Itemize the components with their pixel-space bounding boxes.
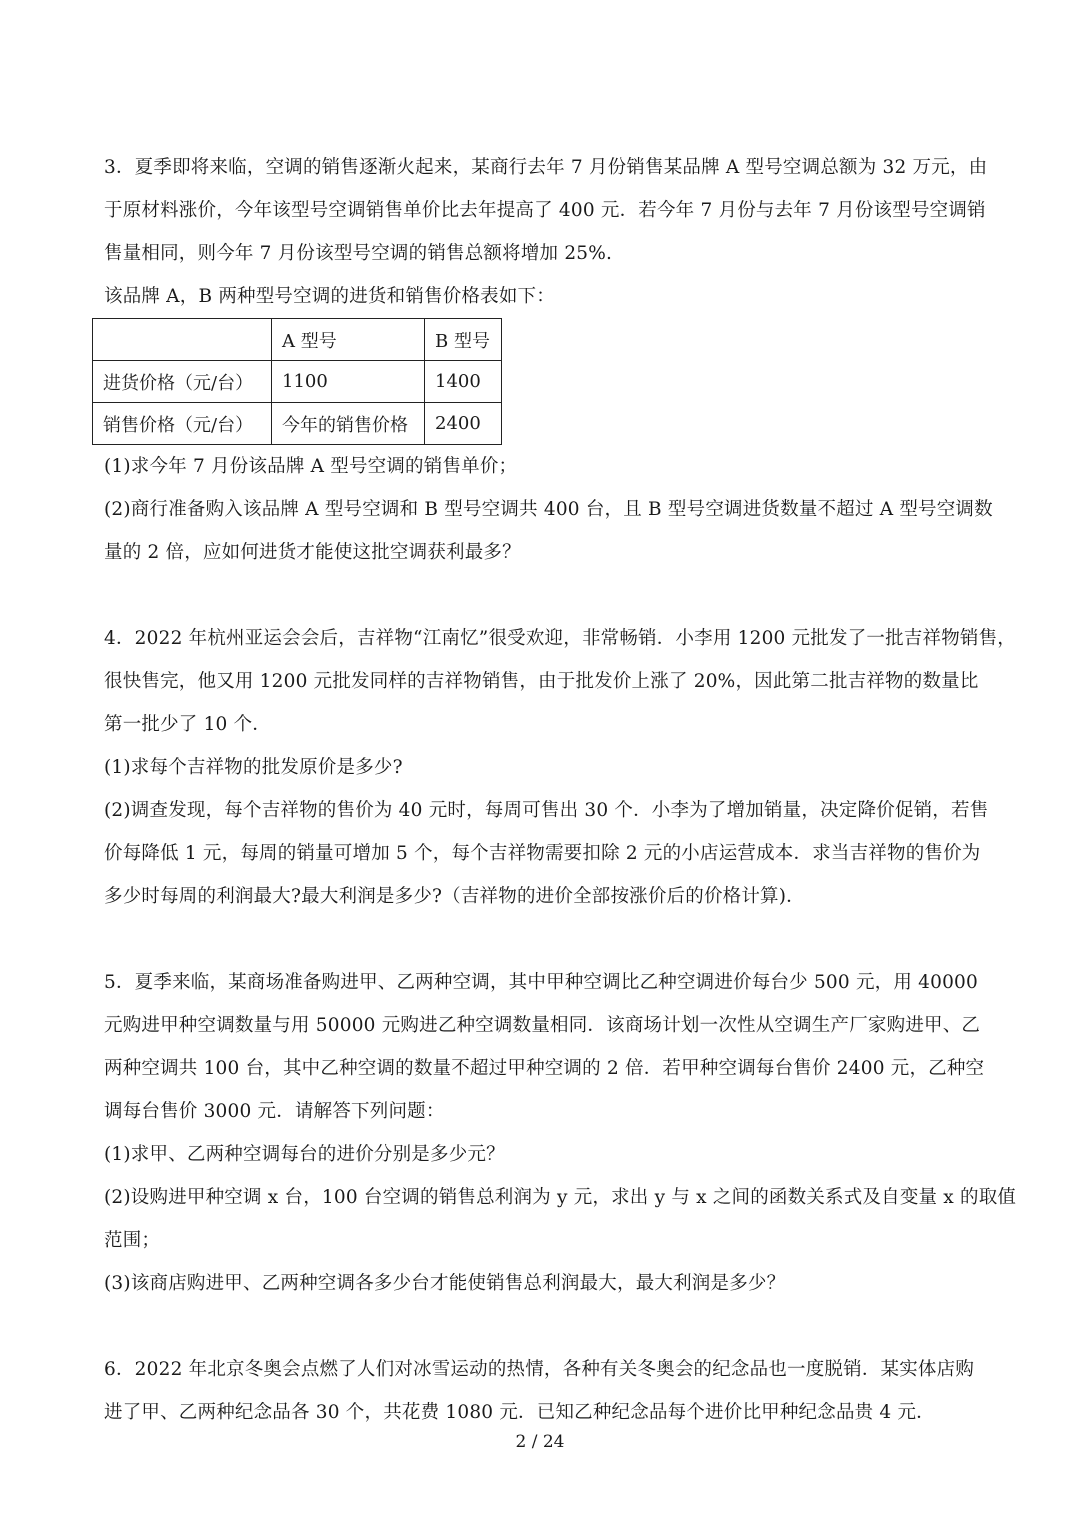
question-5 bbox=[104, 961, 1017, 1305]
question-3 bbox=[103, 146, 993, 574]
question-text-line: 很快售完，他又用 1200 元批发同样的吉祥物销售，由于批发价上涨了 20%，因此第二批吉祥物的数量比 bbox=[104, 671, 979, 692]
spacer bbox=[104, 574, 984, 617]
question-text-line: 5．夏季来临，某商场准备购进甲、乙两种空调，其中甲种空调比乙种空调进价每台少 500 元，用 40000 bbox=[104, 972, 978, 993]
question-6 bbox=[104, 1348, 984, 1434]
table-row bbox=[93, 403, 502, 445]
question-part-line: (2)调查发现，每个吉祥物的售价为 40 元时，每周可售出 30 个．小李为了增加销量，决定降价促销，若售 bbox=[104, 800, 989, 821]
document-page bbox=[103, 146, 1017, 1434]
page-number: 2 / 24 bbox=[515, 1432, 565, 1452]
question-4 bbox=[104, 617, 1016, 918]
question-text-line: 第一批少了 10 个． bbox=[104, 714, 272, 735]
table-header-cell: A 型号 bbox=[272, 319, 425, 361]
question-text-line: 6．2022 年北京冬奥会点燃了人们对冰雪运动的热情，各种有关冬奥会的纪念品也一度脱销．某实体店购 bbox=[104, 1359, 975, 1380]
question-text-line: 进了甲、乙两种纪念品各 30 个，共花费 1080 元．已知乙种纪念品每个进价比甲种纪念品贵 4 元． bbox=[104, 1402, 935, 1423]
question-text-line: 3．夏季即将来临，空调的销售逐渐火起来，某商行去年 7 月份销售某品牌 A 型号空调总额为 32 万元，由 bbox=[104, 157, 988, 178]
table-cell: 今年的销售价格 bbox=[272, 403, 425, 445]
question-text-line: 于原材料涨价，今年该型号空调销售单价比去年提高了 400 元．若今年 7 月份与去年 7 月份该型号空调销 bbox=[104, 200, 986, 221]
question-text-line: 调每台售价 3000 元．请解答下列问题： bbox=[104, 1101, 445, 1122]
question-part-line: 量的 2 倍，应如何进货才能使这批空调获利最多？ bbox=[104, 542, 521, 563]
table-cell: 1400 bbox=[425, 361, 502, 403]
question-part-line: (1)求甲、乙两种空调每台的进价分别是多少元？ bbox=[104, 1144, 505, 1165]
table-cell: 进货价格（元/台） bbox=[93, 361, 272, 403]
question-text-line: 两种空调共 100 台，其中乙种空调的数量不超过甲种空调的 2 倍．若甲种空调每台售价 2400 元，乙种空 bbox=[104, 1058, 985, 1079]
question-part-line: (1)求今年 7 月份该品牌 A 型号空调的销售单价； bbox=[104, 456, 518, 477]
question-part-line: 范围； bbox=[104, 1230, 161, 1251]
price-table bbox=[92, 318, 502, 445]
table-cell bbox=[93, 319, 272, 361]
question-part-line: (3)该商店购进甲、乙两种空调各多少台才能使销售总利润最大，最大利润是多少？ bbox=[104, 1273, 786, 1294]
question-part-line: (1)求每个吉祥物的批发原价是多少? bbox=[104, 757, 403, 778]
question-text-line: 元购进甲种空调数量与用 50000 元购进乙种空调数量相同．该商场计划一次性从空调生产厂家购进甲、乙 bbox=[104, 1015, 981, 1036]
table-cell: 2400 bbox=[425, 403, 502, 445]
question-part-line: 价每降低 1 元，每周的销量可增加 5 个，每个吉祥物需要扣除 2 元的小店运营成本．求当吉祥物的售价为 bbox=[104, 843, 981, 864]
table-header-cell: B 型号 bbox=[425, 319, 502, 361]
question-part-line: (2)设购进甲种空调 x 台，100 台空调的销售总利润为 y 元，求出 y 与 x 之间的函数关系式及自变量 x 的取值 bbox=[104, 1187, 1017, 1208]
table-row bbox=[93, 361, 502, 403]
spacer bbox=[104, 918, 984, 961]
question-part-line: (2)商行准备购入该品牌 A 型号空调和 B 型号空调共 400 台，且 B 型号空调进货数量不超过 A 型号空调数 bbox=[104, 499, 993, 520]
question-text-line: 4．2022 年杭州亚运会会后，吉祥物“江南忆”很受欢迎，非常畅销．小李用 1200 元批发了一批吉祥物销售， bbox=[104, 628, 1016, 649]
table-cell: 销售价格（元/台） bbox=[93, 403, 272, 445]
question-text-line: 售量相同，则今年 7 月份该型号空调的销售总额将增加 25%. bbox=[104, 243, 613, 264]
question-part-line: 多少时每周的利润最大?最大利润是多少?（吉祥物的进价全部按涨价后的价格计算)． bbox=[104, 886, 805, 907]
table-header-row bbox=[93, 319, 502, 361]
question-text-line: 该品牌 A，B 两种型号空调的进货和销售价格表如下： bbox=[104, 286, 555, 307]
spacer bbox=[104, 1305, 984, 1348]
table-cell: 1100 bbox=[272, 361, 425, 403]
